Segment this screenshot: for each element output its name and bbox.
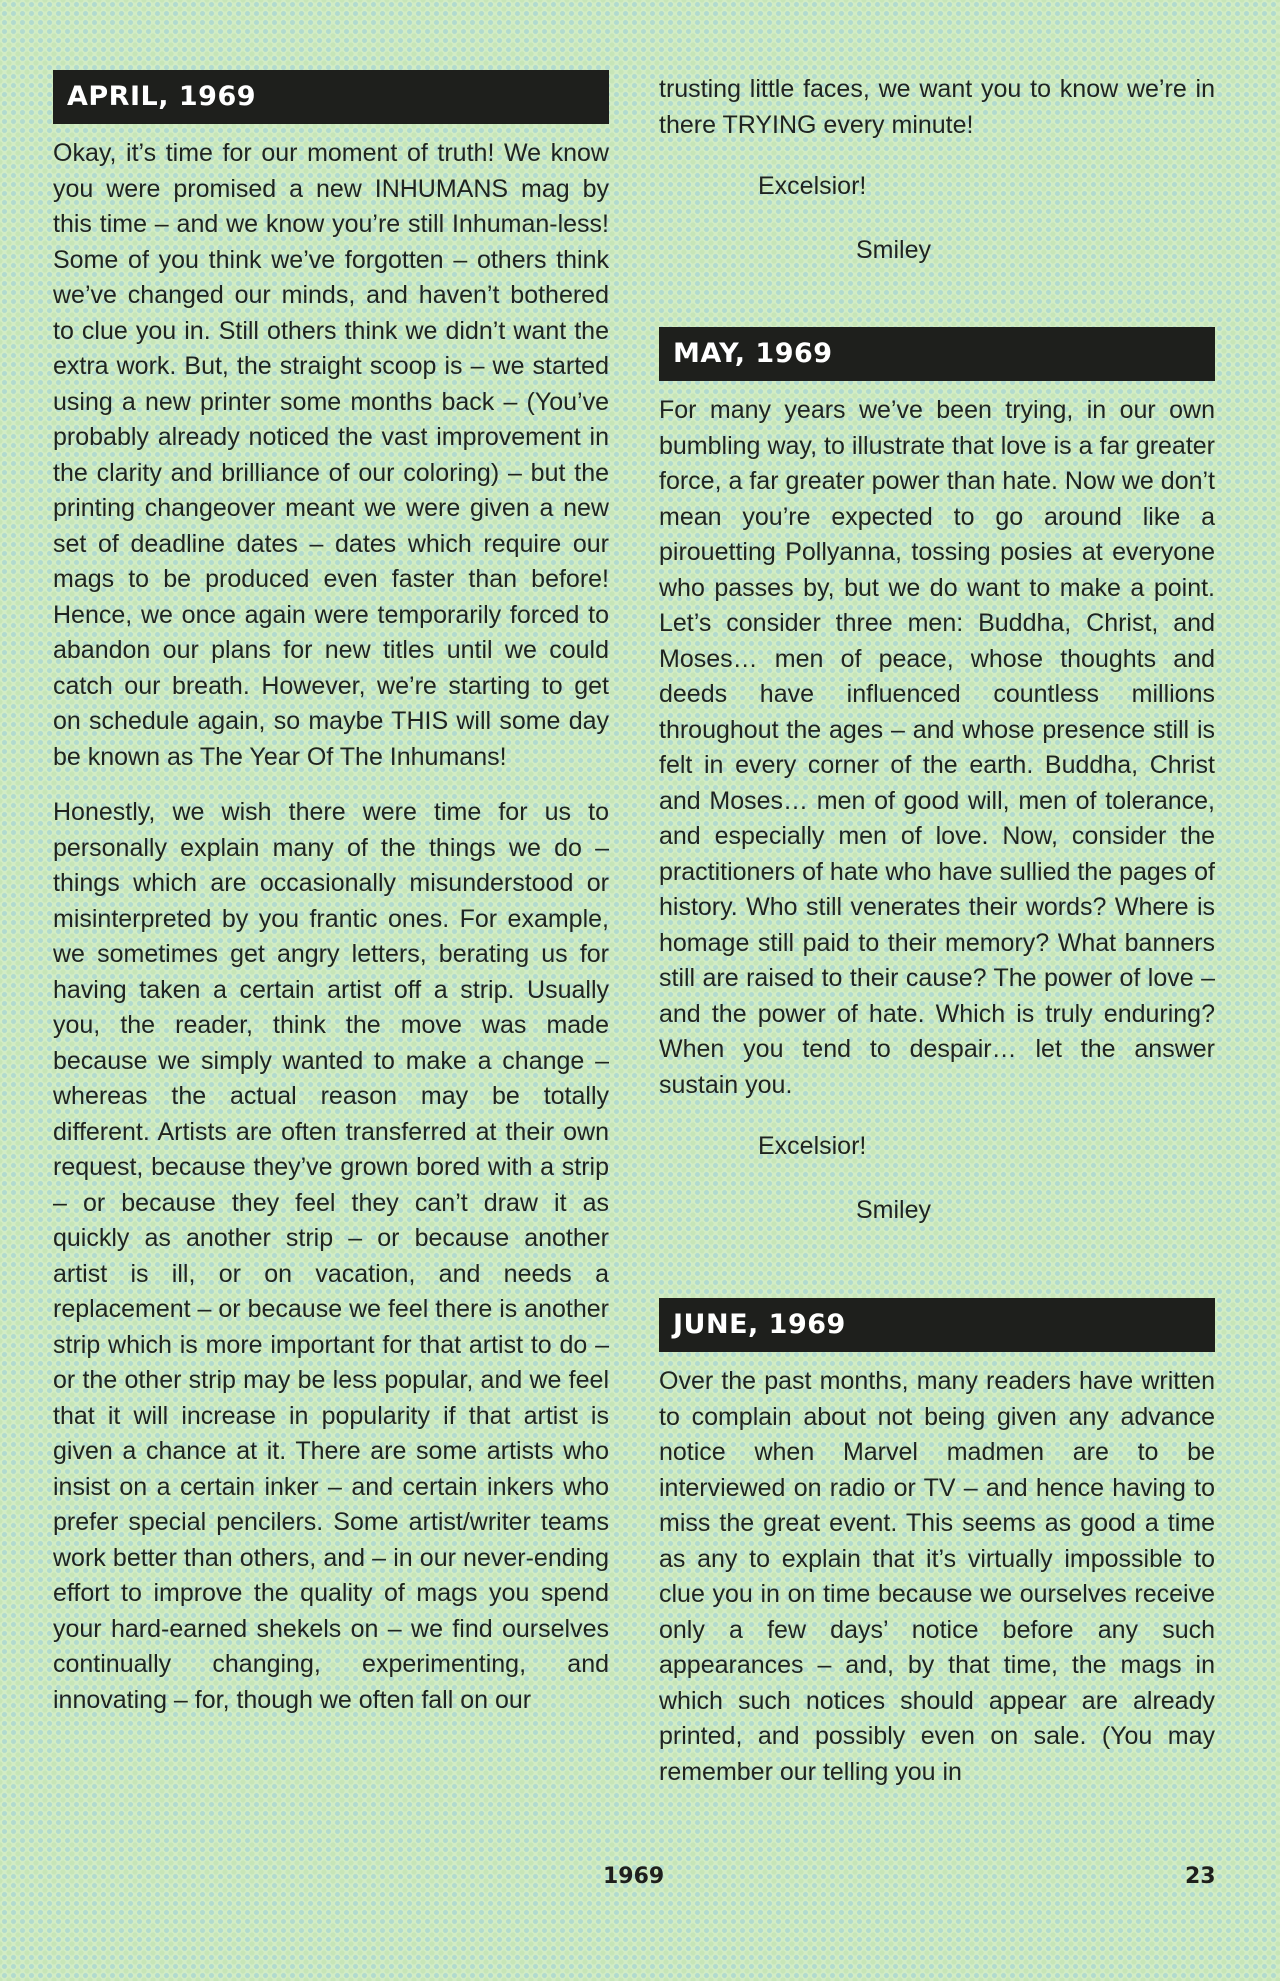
april-paragraph-2: Honestly, we wish there were time for us to personally explain many of the things we do – things which are occasionally misunderstood or misinterpreted by you frantic ones. For example, we sometimes get angry letters, berating us for having taken a certain artist off a strip. Usually you, the reader, think the move was made because we simply wanted to make a change – whereas the actual reason may be totally different. Artists are often transferred at their own request, because they’ve grown bored with a strip – or because they feel they can’t draw it as quickly as another strip – or because another artist is ill, or on vacation, and needs a replacement – or because we feel there is another strip which is more important for that artist to do – or the other strip may be less popular, and we feel that it will increase in popularity if that artist is given a chance at it. There are some artists who insist on a certain inker – and certain inkers who prefer special pencilers. Some artist/writer teams work better than others, and – in our never-ending effort to improve the quality of mags you spend your hard-earned shekels on – we find ourselves continually changing, experimenting, and innovating – for, though we often fall on our bbox=[53, 798, 609, 1714]
page-number: 23 bbox=[1185, 1864, 1216, 1889]
section-header-june: JUNE, 1969 bbox=[659, 1298, 1215, 1352]
left-column bbox=[53, 70, 609, 1718]
section-header-april: APRIL, 1969 bbox=[53, 70, 609, 124]
april-closing: Excelsior! bbox=[758, 172, 867, 200]
april-signature: Smiley bbox=[856, 235, 932, 264]
may-closing: Excelsior! bbox=[758, 1132, 867, 1160]
section-header-may: MAY, 1969 bbox=[659, 327, 1215, 381]
may-signature: Smiley bbox=[856, 1195, 932, 1224]
april-paragraph-1: Okay, it’s time for our moment of truth! We know you were promised a new INHUMANS mag by this time – and we know you’re still Inhuman-less! Some of you think we’ve forgotten – others think we’ve changed our minds, and haven’t bothered to clue you in. Still others think we didn’t want the extra work. But, the straight scoop is – we started using a new printer some months back – (You’ve probably already noticed the vast improvement in the clarity and brilliance of our coloring) – but the printing changeover meant we were given a new set of deadline dates – dates which require our mags to be produced even faster than before! Hence, we once again were temporarily forced to abandon our plans for new titles until we could catch our breath. However, we’re starting to get on schedule again, so maybe THIS will some day be known as The Year Of The Inhumans! bbox=[53, 139, 609, 771]
may-paragraph-1: For many years we’ve been trying, in our own bumbling way, to illustrate that love is a far greater force, a far greater power than hate. Now we don’t mean you’re expected to go around like a pirouetting Pollyanna, tossing posies at everyone who passes by, but we do want to make a point. Let’s consider three men: Buddha, Christ, and Moses… men of peace, whose thoughts and deeds have influenced countless millions throughout the ages – and whose presence still is felt in every corner of the earth. Buddha, Christ and Moses… men of good will, men of tolerance, and especially men of love. Now, consider the practitioners of hate who have sullied the pages of history. Who still venerates their words? Where is homage still paid to their memory? What banners still are raised to their cause? The power of love – and the power of hate. Which is truly enduring? When you tend to despair… let the answer sustain you. bbox=[659, 396, 1215, 1099]
footer-year: 1969 bbox=[603, 1864, 665, 1889]
right-column bbox=[659, 72, 1215, 1790]
june-paragraph-1: Over the past months, many readers have written to complain about not being given any advance notice when Marvel madmen are to be interviewed on radio or TV – and hence having to miss the great event. This seems as good a time as any to explain that it’s virtually impossible to clue you in on time because we ourselves receive only a few days’ notice before any such appearances – and, by that time, the mags in which such notices should appear are already printed, and possibly even on sale. (You may remember our telling you in bbox=[659, 1367, 1215, 1786]
april-paragraph-3: trusting little faces, we want you to know we’re in there TRYING every minute! bbox=[659, 75, 1215, 139]
